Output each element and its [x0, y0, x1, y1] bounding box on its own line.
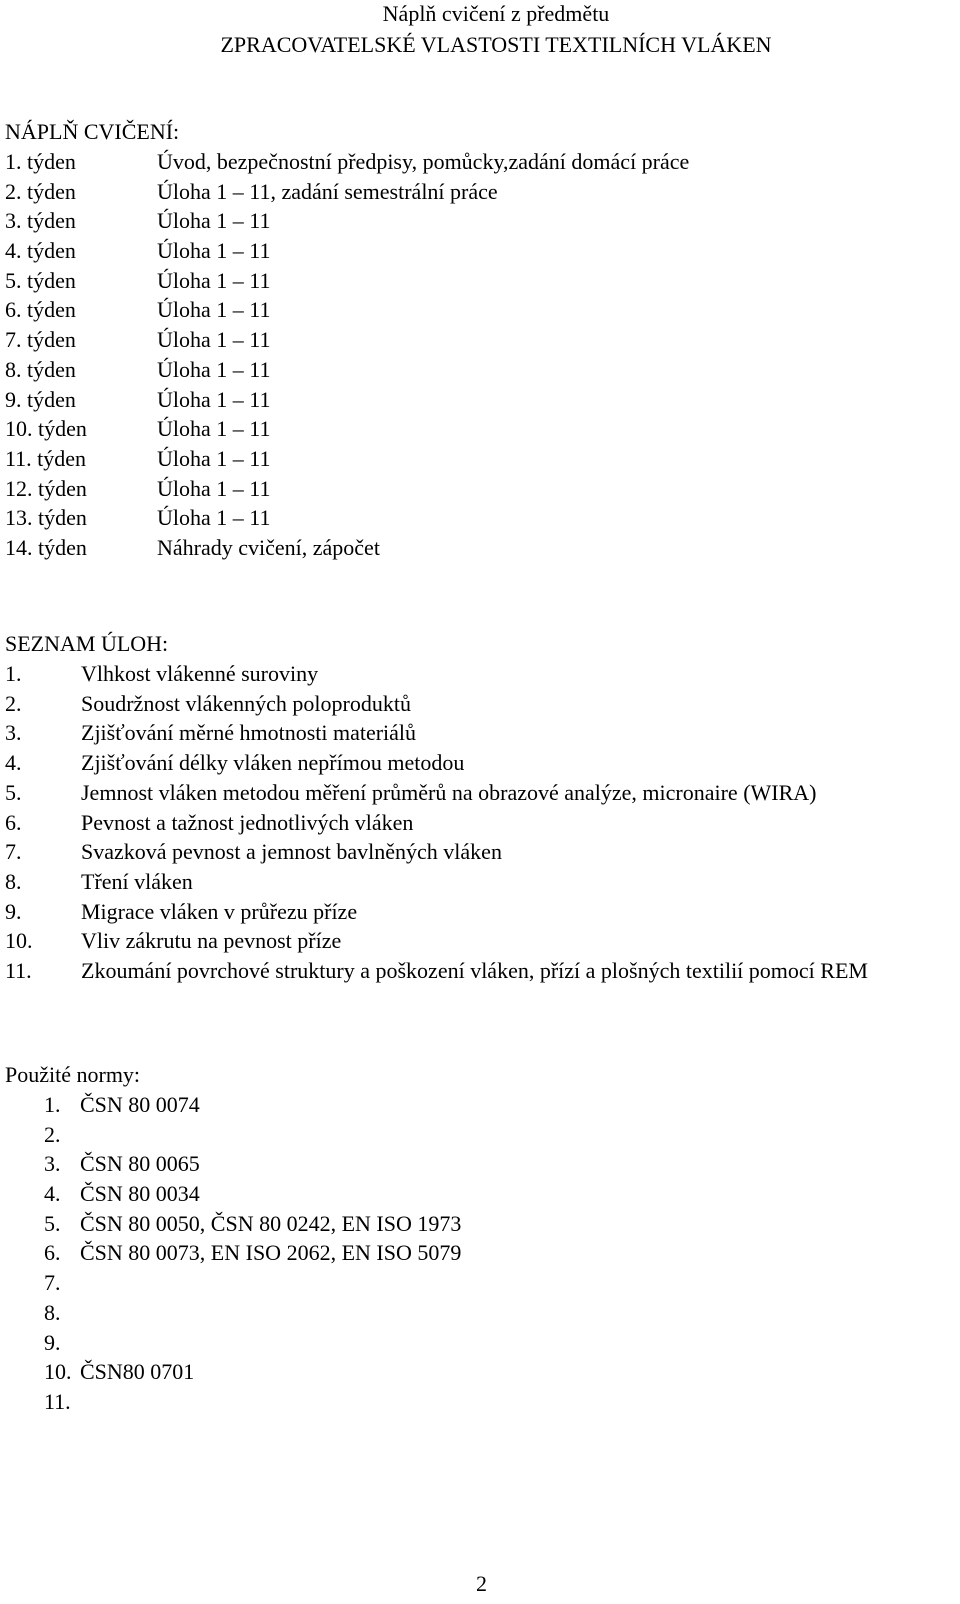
task-number: 8. — [5, 868, 22, 894]
task-text: Soudržnost vlákenných poloproduktů — [81, 690, 411, 716]
week-description: Úloha 1 – 11 — [157, 297, 271, 323]
week-description: Úloha 1 – 11 — [157, 267, 271, 293]
norm-number: 9. — [44, 1329, 61, 1355]
week-description: Úloha 1 – 11 — [157, 445, 271, 471]
week-description: Úloha 1 – 11 — [157, 386, 271, 412]
norm-text: ČSN 80 0074 — [80, 1092, 200, 1117]
task-text: Migrace vláken v průřezu příze — [81, 898, 358, 924]
week-label: 7. týden — [5, 327, 76, 353]
task-item — [5, 926, 960, 956]
task-item — [5, 897, 960, 927]
week-label: 4. týden — [5, 238, 76, 264]
norm-number: 8. — [44, 1299, 61, 1325]
week-label: 1. týden — [5, 149, 76, 174]
header-title: ZPRACOVATELSKÉ VLASTOSTI TEXTILNÍCH VLÁKEN — [220, 32, 772, 57]
norm-text: ČSN 80 0065 — [80, 1151, 200, 1177]
week-label: 11. týden — [5, 445, 87, 471]
task-item — [5, 778, 960, 808]
week-description: Úloha 1 – 11 — [157, 327, 271, 353]
document-header — [0, 0, 960, 60]
norm-number: 2. — [44, 1121, 61, 1147]
task-number: 4. — [5, 750, 22, 776]
norm-number: 1. — [44, 1092, 61, 1117]
week-label: 2. týden — [5, 178, 76, 204]
task-item — [5, 808, 960, 838]
week-label: 12. týden — [5, 475, 87, 501]
norm-text: ČSN80 0701 — [80, 1359, 195, 1385]
task-item — [5, 689, 960, 719]
task-text: Vlhkost vlákenné suroviny — [81, 661, 319, 686]
norm-number: 5. — [44, 1210, 61, 1236]
task-number: 10. — [5, 928, 33, 954]
week-label: 10. týden — [5, 416, 87, 442]
task-item — [5, 718, 960, 748]
week-description: Úloha 1 – 11 — [157, 416, 271, 442]
tasks-list — [5, 659, 960, 986]
week-label: 14. týden — [5, 534, 87, 560]
task-item — [5, 867, 960, 897]
task-number: 1. — [5, 661, 22, 686]
week-label: 8. týden — [5, 356, 76, 382]
norm-number: 11. — [44, 1388, 71, 1414]
week-description: Úloha 1 – 11, zadání semestrální práce — [157, 178, 498, 204]
week-description: Úloha 1 – 11 — [157, 505, 271, 531]
task-text: Pevnost a tažnost jednotlivých vláken — [81, 809, 414, 835]
task-item — [5, 956, 960, 986]
task-item — [5, 837, 960, 867]
task-number: 6. — [5, 809, 22, 835]
week-description: Úloha 1 – 11 — [157, 238, 271, 264]
week-description: Úvod, bezpečnostní předpisy, pomůcky,zadání domácí práce — [157, 149, 690, 174]
task-text: Tření vláken — [81, 868, 193, 894]
week-description: Úloha 1 – 11 — [157, 475, 271, 501]
task-text: Svazková pevnost a jemnost bavlněných vláken — [81, 839, 502, 865]
norm-text: ČSN 80 0073, EN ISO 2062, EN ISO 5079 — [80, 1240, 462, 1266]
norm-text: ČSN 80 0034 — [80, 1181, 200, 1207]
norm-number: 10. — [44, 1359, 72, 1385]
task-text: Jemnost vláken metodou měření průměrů na obrazové analýze, micronaire (WIRA) — [81, 779, 817, 805]
task-item — [5, 748, 960, 778]
schedule-heading: NÁPLŇ CVIČENÍ: — [5, 119, 180, 144]
week-label: 9. týden — [5, 386, 76, 412]
week-label: 6. týden — [5, 297, 76, 323]
task-number: 7. — [5, 839, 22, 865]
task-text: Zkoumání povrchové struktury a poškození vláken, přízí a plošných textilií pomocí REM — [81, 958, 868, 984]
task-text: Vliv zákrutu na pevnost příze — [81, 928, 342, 954]
norm-number: 4. — [44, 1181, 61, 1207]
norm-number: 7. — [44, 1270, 61, 1296]
week-description: Úloha 1 – 11 — [157, 356, 271, 382]
week-label: 3. týden — [5, 208, 76, 234]
week-label: 5. týden — [5, 267, 76, 293]
task-item — [5, 659, 960, 689]
norm-number: 3. — [44, 1151, 61, 1177]
norm-number: 6. — [44, 1240, 61, 1266]
page-number: 2 — [476, 1571, 487, 1596]
task-number: 3. — [5, 720, 22, 746]
week-description: Náhrady cvičení, zápočet — [157, 534, 380, 560]
norms-heading: Použité normy: — [5, 1062, 141, 1087]
norm-text: ČSN 80 0050, ČSN 80 0242, EN ISO 1973 — [80, 1210, 462, 1236]
task-text: Zjišťování délky vláken nepřímou metodou — [81, 750, 465, 776]
task-number: 5. — [5, 779, 22, 805]
header-subtitle: Náplň cvičení z předmětu — [382, 1, 610, 26]
task-number: 9. — [5, 898, 22, 924]
task-number: 11. — [5, 958, 32, 984]
task-text: Zjišťování měrné hmotnosti materiálů — [81, 720, 417, 746]
week-description: Úloha 1 – 11 — [157, 208, 271, 234]
task-number: 2. — [5, 690, 22, 716]
tasks-heading: SEZNAM ÚLOH: — [5, 631, 169, 656]
week-label: 13. týden — [5, 505, 87, 531]
